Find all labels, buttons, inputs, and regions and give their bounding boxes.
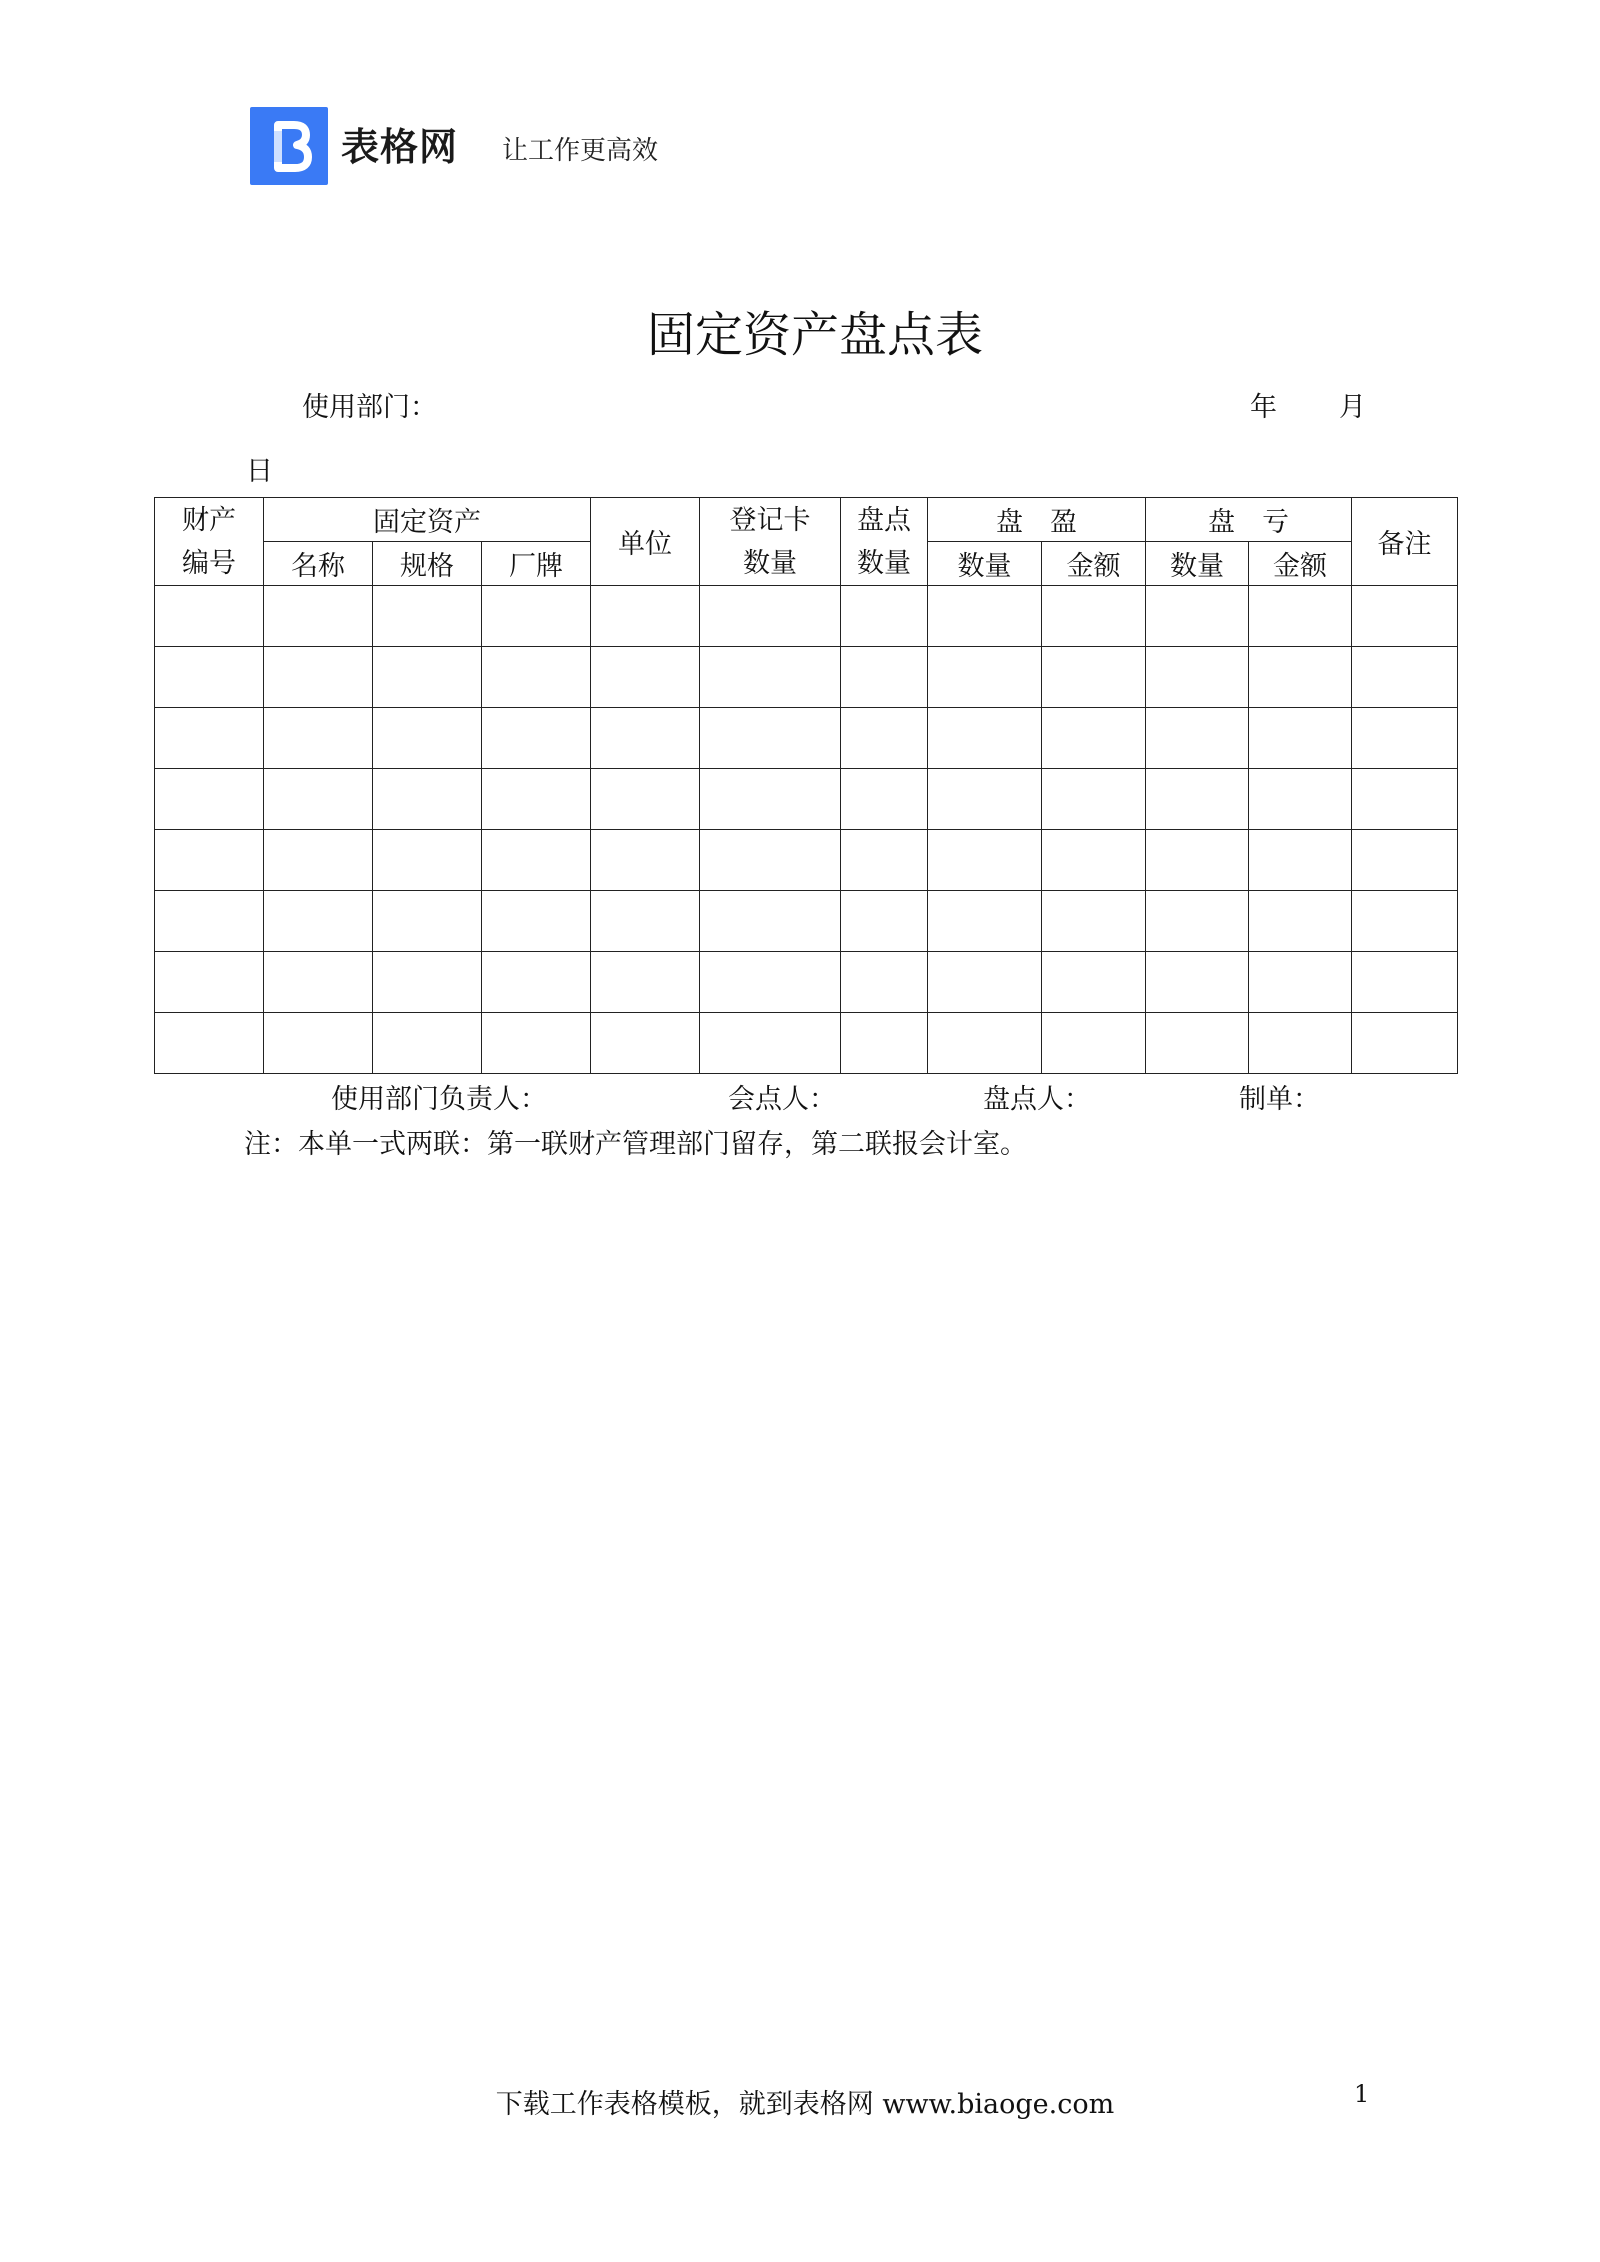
checker-label: 会点人： (728, 1084, 836, 1115)
table-cell[interactable] (482, 891, 591, 952)
table-cell[interactable] (155, 1013, 264, 1074)
table-cell[interactable] (482, 769, 591, 830)
table-cell[interactable] (1249, 769, 1352, 830)
table-cell[interactable] (264, 1013, 373, 1074)
col-brand: 厂牌 (482, 542, 591, 586)
table-cell[interactable] (373, 769, 482, 830)
table-row (155, 708, 1458, 769)
table-cell[interactable] (1352, 586, 1458, 647)
table-cell[interactable] (482, 1013, 591, 1074)
table-cell[interactable] (841, 769, 928, 830)
table-cell[interactable] (928, 586, 1042, 647)
table-cell[interactable] (482, 708, 591, 769)
col-unit: 单位 (591, 498, 700, 586)
table-row (155, 647, 1458, 708)
note-text: 注：本单一式两联：第一联财产管理部门留存，第二联报会计室。 (244, 1129, 1027, 1160)
inventory-table (154, 497, 1458, 1074)
table-cell[interactable] (841, 1013, 928, 1074)
col-surplus-qty: 数量 (928, 542, 1042, 586)
table-cell[interactable] (928, 1013, 1042, 1074)
group-fixed-asset: 固定资产 (264, 498, 591, 542)
table-cell[interactable] (591, 1013, 700, 1074)
table-cell[interactable] (1352, 952, 1458, 1013)
table-row (155, 586, 1458, 647)
table-cell[interactable] (155, 586, 264, 647)
table-cell[interactable] (155, 830, 264, 891)
table-row (155, 769, 1458, 830)
table-cell[interactable] (591, 647, 700, 708)
table-cell[interactable] (264, 952, 373, 1013)
table-cell[interactable] (155, 769, 264, 830)
table-cell[interactable] (1146, 830, 1249, 891)
table-cell[interactable] (1352, 647, 1458, 708)
col-spec: 规格 (373, 542, 482, 586)
table-cell[interactable] (1146, 586, 1249, 647)
table-cell[interactable] (1042, 891, 1146, 952)
table-cell[interactable] (928, 769, 1042, 830)
col-asset-no: 财产 编号 (155, 498, 264, 586)
table-cell[interactable] (1146, 891, 1249, 952)
table-cell[interactable] (1352, 830, 1458, 891)
table-cell[interactable] (1249, 891, 1352, 952)
table-cell[interactable] (373, 708, 482, 769)
table-cell[interactable] (264, 586, 373, 647)
table-cell[interactable] (928, 952, 1042, 1013)
table-cell[interactable] (1249, 952, 1352, 1013)
b-logo-icon (250, 107, 328, 185)
page-title: 固定资产盘点表 (646, 307, 983, 363)
preparer-label: 制单： (1239, 1084, 1320, 1115)
table-cell[interactable] (841, 952, 928, 1013)
table-cell[interactable] (482, 952, 591, 1013)
table-cell[interactable] (155, 647, 264, 708)
table-cell[interactable] (1042, 769, 1146, 830)
table-row (155, 1013, 1458, 1074)
table-cell[interactable] (591, 708, 700, 769)
table-cell[interactable] (1249, 830, 1352, 891)
table-cell[interactable] (155, 952, 264, 1013)
group-surplus: 盘 盈 (928, 498, 1146, 542)
table-cell[interactable] (1352, 769, 1458, 830)
counter-label: 盘点人： (983, 1084, 1091, 1115)
table-cell[interactable] (928, 708, 1042, 769)
table-cell[interactable] (591, 891, 700, 952)
day-label: 日 (246, 456, 273, 487)
dept-head-label: 使用部门负责人： (331, 1084, 547, 1115)
table-row (155, 952, 1458, 1013)
table-cell[interactable] (1249, 708, 1352, 769)
table-cell[interactable] (1352, 1013, 1458, 1074)
table-cell[interactable] (700, 830, 841, 891)
table-cell[interactable] (700, 1013, 841, 1074)
table-cell[interactable] (1352, 708, 1458, 769)
table-cell[interactable] (264, 830, 373, 891)
table-cell[interactable] (264, 891, 373, 952)
table-cell[interactable] (1146, 708, 1249, 769)
dept-label: 使用部门： (302, 392, 437, 423)
year-label: 年 (1250, 392, 1277, 423)
col-remark: 备注 (1352, 498, 1458, 586)
table-cell[interactable] (155, 891, 264, 952)
table-cell[interactable] (1042, 586, 1146, 647)
table-cell[interactable] (591, 952, 700, 1013)
table-cell[interactable] (591, 830, 700, 891)
table-cell[interactable] (373, 1013, 482, 1074)
table-cell[interactable] (928, 647, 1042, 708)
table-cell[interactable] (700, 769, 841, 830)
table-cell[interactable] (155, 708, 264, 769)
table-cell[interactable] (1249, 1013, 1352, 1074)
table-cell[interactable] (1042, 1013, 1146, 1074)
table-cell[interactable] (1042, 830, 1146, 891)
table-cell[interactable] (928, 830, 1042, 891)
table-cell[interactable] (1146, 647, 1249, 708)
col-count-qty: 盘点 数量 (841, 498, 928, 586)
month-label: 月 (1339, 392, 1366, 423)
table-cell[interactable] (700, 952, 841, 1013)
table-cell[interactable] (373, 586, 482, 647)
table-row (155, 830, 1458, 891)
table-cell[interactable] (700, 586, 841, 647)
table-cell[interactable] (1249, 586, 1352, 647)
page-number: 1 (1354, 2080, 1370, 2108)
table-cell[interactable] (373, 952, 482, 1013)
table-cell[interactable] (373, 891, 482, 952)
table-cell[interactable] (1146, 769, 1249, 830)
table-cell[interactable] (700, 891, 841, 952)
table-cell[interactable] (841, 891, 928, 952)
brand-slogan: 让工作更高效 (502, 136, 659, 166)
table-cell[interactable] (373, 647, 482, 708)
col-surplus-amt: 金额 (1042, 542, 1146, 586)
table-cell[interactable] (264, 769, 373, 830)
table-cell[interactable] (1042, 708, 1146, 769)
table-cell[interactable] (1352, 891, 1458, 952)
table-cell[interactable] (482, 647, 591, 708)
table-cell[interactable] (591, 586, 700, 647)
col-deficit-qty: 数量 (1146, 542, 1249, 586)
table-cell[interactable] (1042, 952, 1146, 1013)
table-cell[interactable] (1146, 952, 1249, 1013)
page-footer: 下载工作表格模板，就到表格网 www.biaoge.com (495, 2089, 1115, 2120)
table-cell[interactable] (482, 830, 591, 891)
table-cell[interactable] (482, 586, 591, 647)
table-cell[interactable] (373, 830, 482, 891)
table-cell[interactable] (264, 708, 373, 769)
table-cell[interactable] (928, 891, 1042, 952)
group-deficit: 盘 亏 (1146, 498, 1352, 542)
table-cell[interactable] (1042, 647, 1146, 708)
col-card-qty: 登记卡 数量 (700, 498, 841, 586)
table-cell[interactable] (841, 586, 928, 647)
table-cell[interactable] (841, 647, 928, 708)
table-cell[interactable] (591, 769, 700, 830)
col-name: 名称 (264, 542, 373, 586)
brand-name: 表格网 (341, 125, 459, 169)
table-cell[interactable] (700, 647, 841, 708)
table-cell[interactable] (1249, 647, 1352, 708)
table-cell[interactable] (700, 708, 841, 769)
table-cell[interactable] (841, 830, 928, 891)
table-cell[interactable] (1146, 1013, 1249, 1074)
table-cell[interactable] (841, 708, 928, 769)
table-row (155, 891, 1458, 952)
col-deficit-amt: 金额 (1249, 542, 1352, 586)
table-cell[interactable] (264, 647, 373, 708)
